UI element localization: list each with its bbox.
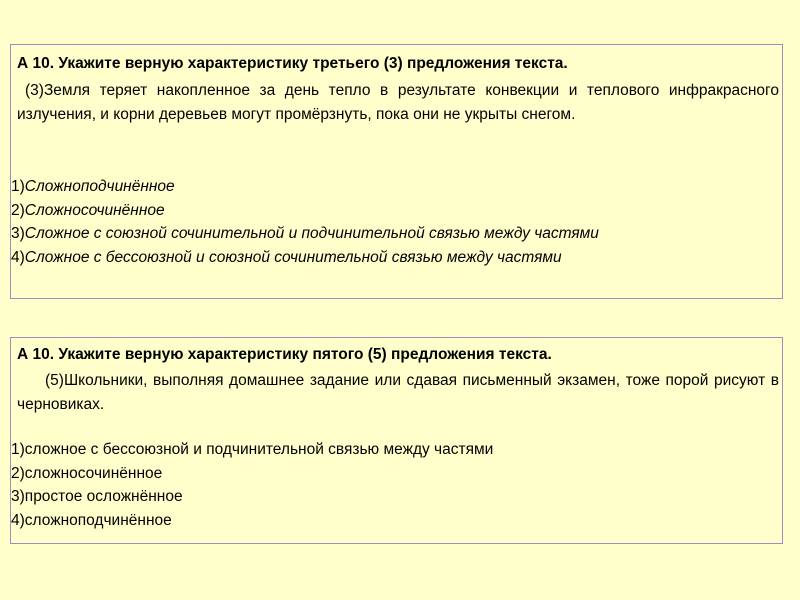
task-card-1 xyxy=(10,44,783,299)
task-1-option-2[interactable]: 2)Сложносочинённое xyxy=(11,201,165,219)
task-2-option-4[interactable]: 4)сложноподчинённое xyxy=(11,511,172,529)
task-1-sentence: (3)Земля теряет накопленное за день тепло в результате конвекции и теплового инфракрасного излучения, и корни деревьев могут промёрзнуть, пока они не укрыты снегом. xyxy=(17,82,779,123)
task-2-options xyxy=(11,438,493,532)
task-card-2 xyxy=(10,337,783,544)
task-2-option-1[interactable]: 1)сложное с бессоюзной и подчинительной связью между частями xyxy=(11,441,494,458)
task-2-option-2[interactable]: 2)сложносочинённое xyxy=(11,464,163,482)
task-1-option-3[interactable]: 3)Сложное с союзной сочинительной и подчинительной связью между частями xyxy=(11,225,599,242)
task-1-title: А 10. Укажите верную характеристику третьего (3) предложения текста. xyxy=(17,55,568,72)
task-2-option-3[interactable]: 3)простое осложнённое xyxy=(11,488,183,505)
task-2-title: А 10. Укажите верную характеристику пятого (5) предложения текста. xyxy=(17,346,552,363)
task-1-options xyxy=(11,175,599,269)
task-2-sentence: (5)Школьники, выполняя домашнее задание или сдавая письменный экзамен, тоже порой рисуют в черновиках. xyxy=(17,372,779,413)
task-1-option-4[interactable]: 4)Сложное с бессоюзной и союзной сочинительной связью между частями xyxy=(11,248,562,266)
task-1-option-1[interactable]: 1)Сложноподчинённое xyxy=(11,178,175,195)
